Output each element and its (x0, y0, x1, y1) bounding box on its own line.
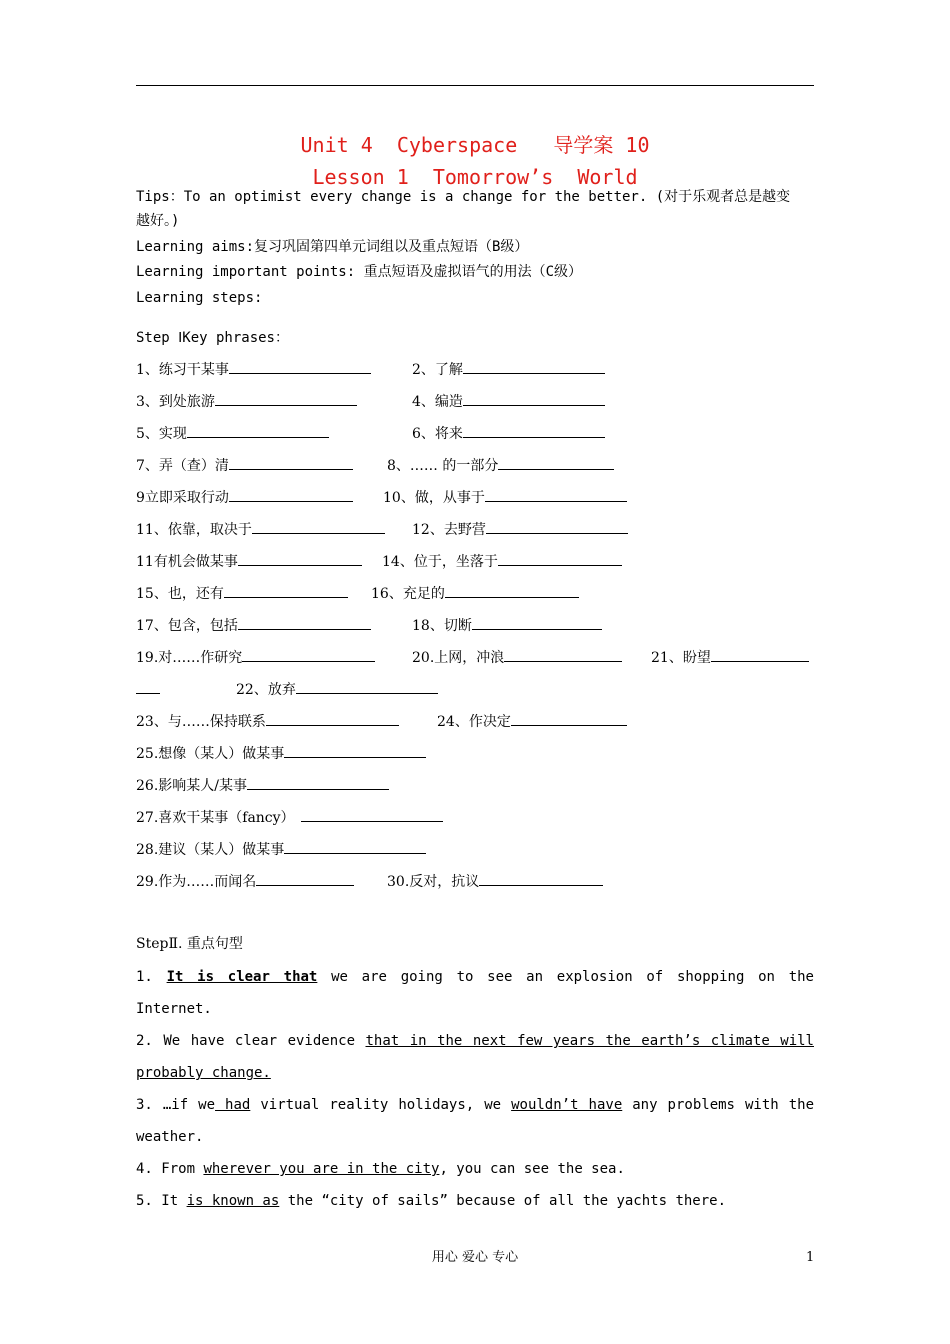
phrase-item: 16、充足的 (371, 583, 579, 604)
phrase-item: 30.反对，抗议 (387, 871, 603, 892)
sentence-3: 3. …if we had virtual reality holidays, we wouldn’t have any problems with the (136, 1097, 814, 1113)
phrase-item: 2、了解 (412, 359, 605, 380)
sentence-1-key-phrase: It is clear that (166, 969, 318, 985)
sentence-2-cont: probably change. (136, 1065, 271, 1081)
phrase-item: 8、…… 的一部分 (387, 455, 614, 476)
step1-heading: Step ⅠKey phrases： (136, 330, 289, 346)
sentence-5: 5. It is known as the “city of sails” because of all the yachts there. (136, 1193, 727, 1209)
phrase-item: 15、也，还有 (136, 583, 348, 604)
learning-steps: Learning steps: (136, 290, 263, 306)
phrase-item: 18、切断 (412, 615, 602, 636)
footer-text: 用心 爱心 专心 (431, 1250, 519, 1265)
title-line-2: Lesson 1 Tomorrow’s World (312, 165, 638, 189)
phrase-item: 11有机会做某事 (136, 551, 362, 572)
phrase-item: 1、练习干某事 (136, 359, 371, 380)
phrase-item: 20.上网，冲浪 (412, 647, 622, 668)
sentence-1-cont: Internet. (136, 1001, 212, 1017)
phrase-item: 6、将来 (412, 423, 605, 444)
sentence-1: 1. It is clear that we are going to see an explosion of shopping on the (136, 969, 814, 985)
phrase-item: 10、做，从事于 (383, 487, 627, 508)
learning-aims: Learning aims:复习巩固第四单元词组以及重点短语（B级） (136, 239, 529, 255)
phrase-item: 21、盼望 (651, 647, 809, 668)
phrase-item: 4、编造 (412, 391, 605, 412)
learning-points: Learning important points: 重点短语及虚拟语气的用法（C级） (136, 264, 583, 280)
phrase-blank-continuation (136, 679, 160, 700)
phrase-item: 24、作决定 (437, 711, 627, 732)
phrase-item: 25.想像（某人）做某事 (136, 743, 426, 764)
phrase-item: 5、实现 (136, 423, 329, 444)
phrase-item: 26.影响某人/某事 (136, 775, 389, 796)
sentence-2: 2. We have clear evidence that in the next few years the earth’s climate will (136, 1033, 814, 1049)
phrase-item: 12、去野营 (412, 519, 628, 540)
phrase-item: 9立即采取行动 (136, 487, 353, 508)
step2-heading: StepⅡ. 重点句型 (136, 936, 243, 952)
sentence-3-cont: weather. (136, 1129, 204, 1145)
phrase-item: 23、与……保持联系 (136, 711, 399, 732)
sentence-4: 4. From wherever you are in the city, you can see the sea. (136, 1161, 625, 1177)
phrase-item: 3、到处旅游 (136, 391, 357, 412)
phrase-item: 19.对……作研究 (136, 647, 375, 668)
phrase-item: 27.喜欢干某事（fancy） (136, 807, 443, 828)
phrase-item: 29.作为……而闻名 (136, 871, 354, 892)
title-line-1: Unit 4 Cyberspace 导学案 10 (300, 133, 650, 157)
phrase-item: 28.建议（某人）做某事 (136, 839, 426, 860)
sentence-2-key-phrase: that in the next few years the earth’s climate will (365, 1033, 814, 1049)
header-rule (136, 85, 814, 86)
page-number: 1 (806, 1250, 815, 1265)
tips-line-1: Tips：To an optimist every change is a change for the better. (对于乐观者总是越变 (136, 189, 791, 205)
phrase-item: 7、弄（查）清 (136, 455, 353, 476)
phrase-item: 22、放弃 (236, 679, 438, 700)
phrase-item: 14、位于，坐落于 (382, 551, 622, 572)
phrase-item: 11、依靠，取决于 (136, 519, 385, 540)
phrase-item: 17、包含，包括 (136, 615, 371, 636)
tips-line-2: 越好。) (136, 213, 180, 229)
